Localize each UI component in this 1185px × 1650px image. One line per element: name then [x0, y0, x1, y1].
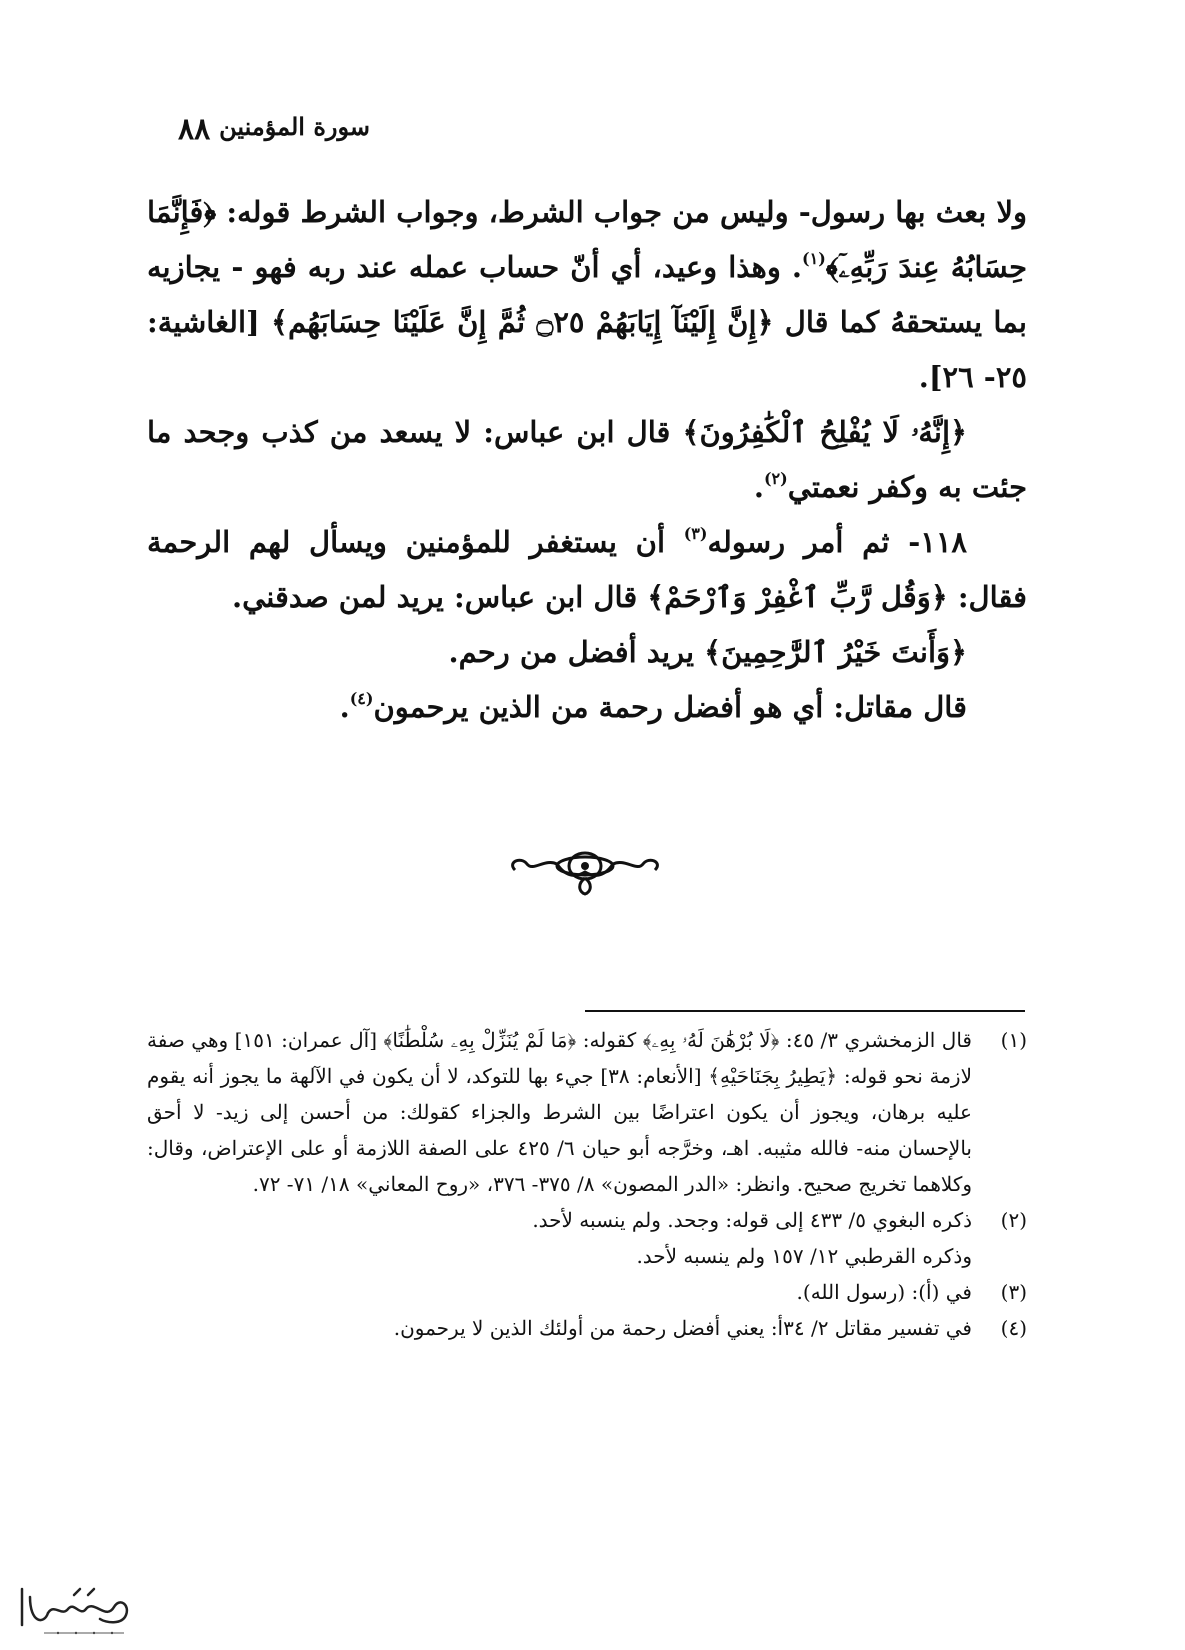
paragraph-4: ﴿وَأَنتَ خَيْرُ ٱلرَّٰحِمِينَ﴾ يريد أفضل من رحم.: [448, 635, 967, 669]
paragraph-2: ﴿إِنَّهُۥ لَا يُفْلِحُ ٱلْكَٰفِرُونَ﴾ قال ابن عباس: لا يسعد من كذب وجحد ما جئت به وكفر نعمتي$^{(٢)}$.: [147, 415, 1027, 504]
footnote-text: ذكره البغوي ٥/ ٤٣٣ إلى قوله: وجحد. ولم ينسبه لأحد.: [532, 1208, 972, 1232]
footnote-marker: (٣): [1000, 1280, 1027, 1304]
footnote-text: قال الزمخشري ٣/ ٤٥: ﴿لَا بُرْهَٰنَ لَهُۥ بِهِۦ﴾ كقوله: ﴿مَا لَمْ يُنَزِّلْ بِهِۦ سُلْطَٰنًا﴾ [آل عمران: ١٥١] وهي صفة لازمة نحو قوله: ﴿يَطِيرُ بِجَنَاحَيْهِ﴾ [الأنعام: ٣٨] جيء بها للتوكد، لا أن يكون في الآلهة ما يجوز أنه يقوم عليه برهان، ويجوز أن يكون اعتراضًا بين الشرط والجزاء كقولك: من أحسن إلى زيد- لا أحق بالإحسان منه- فالله مثيبه. اهـ، وخرَّجه أبو حيان ٦/ ٤٢٥ على الصفة اللازمة أو على الإعتراض، وقال: وكلاهما تخريج صحيح. وانظر: «الدر المصون» ٨/ ٣٧٥- ٣٧٦، «روح المعاني» ١٨/ ٧١- ٧٢.: [147, 1028, 972, 1196]
footnote-ref-2[interactable]: (٢): [763, 469, 788, 488]
footnote-text: في تفسير مقاتل ٢/ ٣٤أ: يعني أفضل رحمة من أولئك الذين لا يرحمون.: [393, 1316, 972, 1340]
paragraph-3: ١١٨- ثم أمر رسوله$^{(٣)}$ أن يستغفر للمؤمنين ويسأل لهم الرحمة فقال: ﴿وَقُل رَّبِّ ٱغْفِرْ وَٱرْحَمْ﴾ قال ابن عباس: يريد لمن صدقني.: [147, 524, 1027, 614]
divider-flourish-icon: [505, 848, 665, 898]
footnote-text-continued: وذكره القرطبي ١٢/ ١٥٧ ولم ينسبه لأحد.: [636, 1244, 972, 1268]
footnotes: [147, 1022, 1027, 1346]
paragraph-5: قال مقاتل: أي هو أفضل رحمة من الذين يرحمون$^{(٤)}$.: [339, 689, 967, 724]
footnote-3: [147, 1274, 1027, 1310]
main-text: [147, 185, 1027, 735]
footnote-ref-3[interactable]: (٣): [683, 524, 708, 543]
footnote-marker: (٢): [1000, 1208, 1027, 1232]
footnote-ref-1[interactable]: (١): [802, 249, 826, 268]
footnote-marker: (٤): [1000, 1316, 1027, 1340]
calligraphy-stamp-logo: [14, 1583, 139, 1643]
footnote-text: في (أ): (رسول الله).: [796, 1280, 972, 1304]
page-number: ٨٨: [178, 112, 211, 147]
footnote-4: [147, 1310, 1027, 1346]
footnote-2: [147, 1202, 1027, 1274]
running-header-title: سورة المؤمنين: [219, 112, 370, 141]
footnote-marker: (١): [1000, 1028, 1027, 1052]
paragraph-1: ولا بعث بها رسول- وليس من جواب الشرط، وجواب الشرط قوله: ﴿فَإِنَّمَا حِسَابُهُ عِندَ رَبِّهِۦٓ﴾$^{(١)}$. وهذا وعيد، أي أنّ حساب عمله عند ربه فهو - يجازيه بما يستحقهُ كما قال ﴿إِنَّ إِلَيْنَآ إِيَابَهُمْ ۝٢٥ ثُمَّ إِنَّ عَلَيْنَا حِسَابَهُم﴾ [الغاشية: ٢٥- ٢٦].: [147, 195, 1027, 394]
footnote-separator: [585, 1010, 1025, 1012]
footnote-ref-4[interactable]: (٤): [349, 689, 374, 708]
footnote-1: [147, 1022, 1027, 1202]
